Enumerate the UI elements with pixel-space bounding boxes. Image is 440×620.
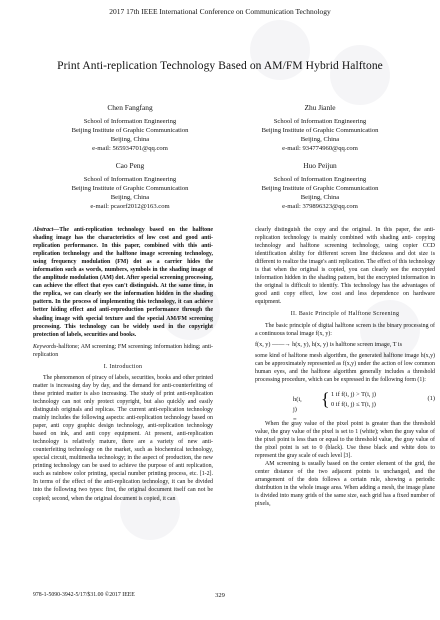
author-block xyxy=(45,161,215,211)
author-email: e-mail: pcaorf2012@163.com xyxy=(90,203,170,210)
equation-case: 0 if f(i, j) ≤ T(i, j) xyxy=(331,400,376,408)
author-department: School of Information Engineering xyxy=(83,176,177,183)
author-institute: Beijing Institute of Graphic Communication xyxy=(71,185,189,192)
author-block xyxy=(45,103,215,153)
author-name: Chen Fangfang xyxy=(107,103,153,112)
author-institute: Beijing Institute of Graphic Communication xyxy=(261,185,379,192)
author-name: Huo Peijun xyxy=(303,161,337,170)
abstract-label: Abstract— xyxy=(33,227,60,233)
section2-paragraph: AM screening is usually based on the center element of the grid, the center distance of the two adjacent points is unchanged, and the arrangement of the dots follows a certain rule, showing a periodic distribution in the whole image area. When adding a mesh, the image plane is divided into many grids of the same size, each grid has a fixed number of pixels, xyxy=(255,461,435,508)
section-heading-halftone: II. Basic Principle of Halftone Screening xyxy=(290,311,400,318)
equation-number: (1) xyxy=(427,394,435,402)
section2-paragraph: some kind of halftone mesh algorithm, the generated halftone image h(x,y) can be approximately represented as f(x,y) under the action of low common human eyes, and the halftone algorithm generally includes a threshold processing procedure, which can be expressed in the following form (1): xyxy=(255,352,435,383)
author-department: School of Information Engineering xyxy=(83,118,177,125)
author-institute: Beijing Institute of Graphic Communication xyxy=(261,127,379,134)
keywords xyxy=(33,343,213,359)
section2-paragraph-text: The basic principle of digital halftone screen is the binary processing of a continuous tonal image xyxy=(255,322,435,337)
author-name: Zhu Jianle xyxy=(304,103,336,112)
keywords-label: Keywords- xyxy=(33,343,59,350)
author-block xyxy=(235,161,405,211)
equation-1 xyxy=(255,388,435,423)
equation-case: 1 if f(i, j) > T(i, j) xyxy=(331,390,377,398)
conference-header: 2017 17th IEEE International Conference on Communication Technology xyxy=(109,7,331,16)
equation-brace: { xyxy=(321,388,330,409)
author-email: e-mail: 565934701@qq.com xyxy=(92,145,168,152)
paper-title: Print Anti-replication Technology Based on AM/FM Hybrid Halftone xyxy=(57,60,383,72)
author-department: School of Information Engineering xyxy=(273,118,367,125)
page-number: 329 xyxy=(215,592,225,599)
footer-isbn: 978-1-5090-3942-5/17/$31.00 ©2017 IEEE xyxy=(33,592,135,598)
equation-cases xyxy=(331,390,376,410)
author-block xyxy=(235,103,405,153)
section-heading-introduction: I. Introduction xyxy=(103,363,143,370)
keywords-text: halftone; AM screening; FM screening; information hiding; anti-replication xyxy=(33,343,213,358)
abstract-text: The anti-replication technology based on the halftone shading image has the characteristics of low cost and good anti-replication performance. In this paper, combined with this anti-replication technology and the halftone image screening technology, using frequency modulation (FM) dot as a carrier hides the information such as words, numbers, symbols in the shading image of the amplitude modulation (AM) dot. After special screening processing, can achieve the effect that eyes can't distinguish. At the same time, in the replica, we can clearly see the information hidden in the shading pattern. In the process of implementing this technology, it can achieve better hiding effect and anti-reproduction performance through the shading image with special texture and the special AM/FM screening processing. This technology can be widely used in the copyright protection of labels, securities and books. xyxy=(33,227,213,338)
author-location: Beijing, China xyxy=(110,194,150,201)
author-department: School of Information Engineering xyxy=(273,176,367,183)
mapping-formula: f(x, y) ——→ h(x, y), h(x, y) is halftone screen image, T is xyxy=(255,340,403,348)
author-email: e-mail: 379896323@qq.com xyxy=(282,203,358,210)
author-name: Cao Peng xyxy=(115,161,145,170)
left-column xyxy=(33,226,213,503)
continued-paragraph: clearly distinguish the copy and the original. In this paper, the anti-replication technology is mainly combined with shading anti- copying technology and halftone screening technology, using copier CCD identification ability for different screen line thickness and dot size is different to realize the image's anti replication. The effect of this technology is that when the original is copied, you can clearly see the encrypted information hidden in the shading pattern, but the encrypted information in the original is difficult to identify. This technology has the advantages of good anti copy effect, low cost and less dependence on hardware equipment. xyxy=(255,227,435,306)
section2-paragraph xyxy=(255,322,435,338)
section2-paragraph: When the gray value of the pixel point is greater than the threshold value, the gray value of the pixel is set to 1 (white); when the gray value of the pixel point is less than or equal to the threshold value, the gray value of the pixel point is set to 0 (black). Use these black and white dots to represent the gray scale of each level [3]. xyxy=(255,420,435,460)
author-email: e-mail: 934774960@qq.com xyxy=(282,145,358,152)
introduction-paragraph: The phenomenon of piracy of labels, securities, books and other printed matter is increasing day by day, and the demand for anti-counterfeiting of these printed matter is also increasing. The study of print anti-replication technology can not only protect copyright, but also quickly and easily distinguish originals and replicas. The current anti-replication technology mainly includes the following aspects: anti-replication technology based on paper, anti copy graphic design technology, anti-replication technology based on ink, and anti copy equipment. At present, anti-replication technology is relatively mature, there are a variety of new anti-counterfeiting technology on the market, such as biochemical technology, special circuit, multimedia technology; in the aspect of production, the new printing technology can be used to achieve the purpose of anti replication, such as rainbow color printing, special number printing process, etc. [1-2]. In terms of the effect of the anti-replication technology, it can be divided into the following two types: first, the original document itself can not be copied; second, when the original document is copied, it can xyxy=(33,374,213,502)
author-institute: Beijing Institute of Graphic Communication xyxy=(71,127,189,134)
abstract xyxy=(33,226,213,339)
author-location: Beijing, China xyxy=(300,136,340,143)
author-location: Beijing, China xyxy=(300,194,340,201)
equation-lhs: h(i, j) = xyxy=(293,395,302,423)
inline-math: f(x, y): xyxy=(315,330,332,337)
author-location: Beijing, China xyxy=(110,136,150,143)
right-column xyxy=(255,226,435,508)
watermark-stamp xyxy=(330,45,390,105)
